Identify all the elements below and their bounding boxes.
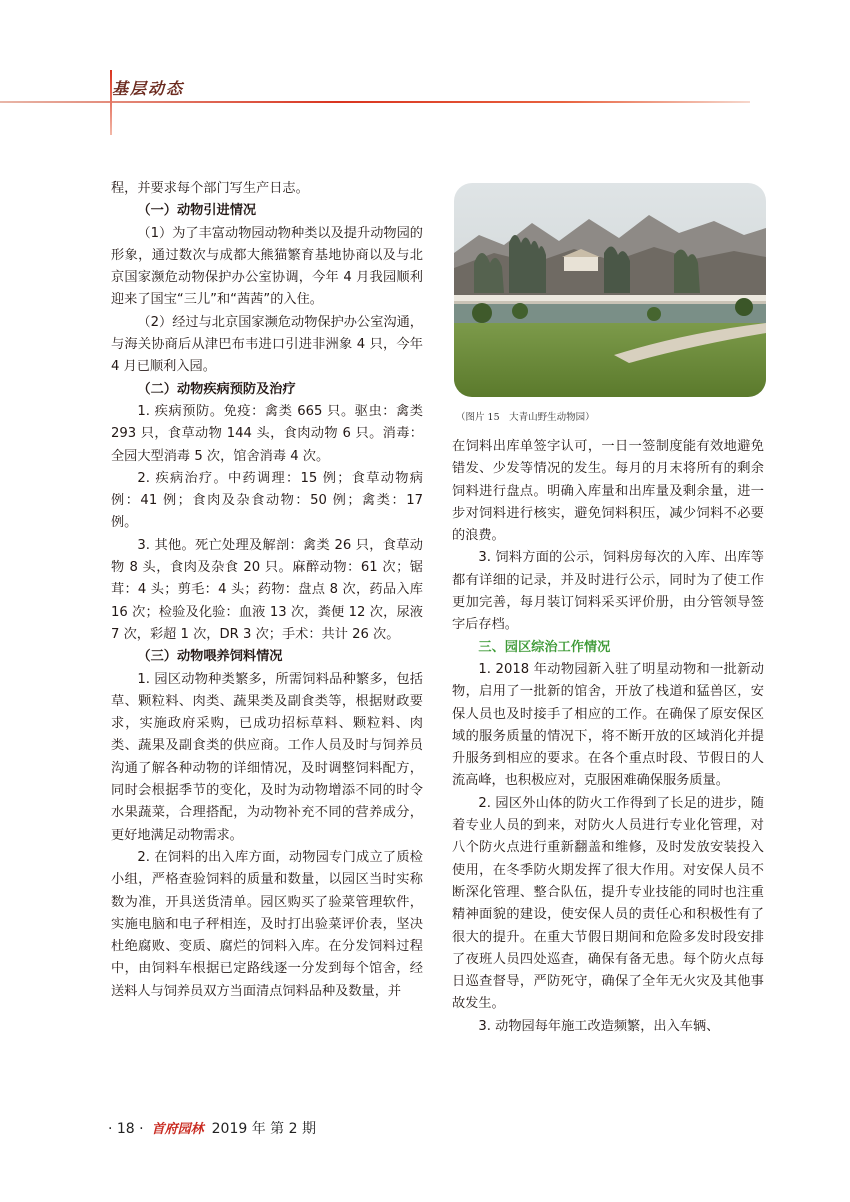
paragraph: 1. 园区动物种类繁多，所需饲料品种繁多，包括草、颗粒料、肉类、蔬果类及副食类等，根据财政要求，实施政府采购，已成功招标草料、颗粒料、肉类、蔬果及副食类的供应商。工作人员及时与饲养员沟通了解各种动物的详细情况，及时调整饲料配方，同时会根据季节的变化，及时为动物增添不同的时令水果蔬菜，合理搭配，为动物补充不同的营养成分，更好地满足动物需求。 [111,671,423,843]
paragraph: 2. 疾病治疗。中药调理：15 例；食草动物病例：41 例；食肉及杂食动物：50 例；禽类：17 例。 [111,470,423,531]
section-heading: （三）动物喂养饲料情况 [137,649,283,665]
section-heading: 三、园区综治工作情况 [478,639,611,655]
paragraph: 在饲料出库单签字认可，一日一签制度能有效地避免错发、少发等情况的发生。每月的月末将所有的剩余饲料进行盘点。明确入库量和出库量及剩余量，进一步对饲料进行核实，避免饲料积压，减少饲料不必要的浪费。 [452,439,764,544]
paragraph: 2. 园区外山体的防火工作得到了长足的进步，随着专业人员的到来，对防火人员进行专业化管理，对八个防火点进行重新翻盖和维修，及时发放安装投入使用，在冬季防火期发挥了很大作用。对安保人员不断深化管理、整合队伍，提升专业技能的同时也注重精神面貌的建设，使安保人员的责任心和积极性有了很大的提升。在重大节假日期间和危险多发时段安排了夜班人员四处巡查，确保有备无患。每个防火点每日巡查督导，严防死守，确保了全年无火灾及其他事故发生。 [452,795,764,1012]
paragraph: 3. 饲料方面的公示，饲料房每次的入库、出库等都有详细的记录，并及时进行公示，同时为了使工作更加完善，每月装订饲料采买评价册，由分管领导签字后存档。 [452,550,764,633]
section-heading: （一）动物引进情况 [137,203,257,219]
paragraph: 3. 其他。死亡处理及解剖：禽类 26 只，食草动物 8 头，食肉及杂食 20 只。麻醉动物：61 次；锯茸：4 头；剪毛：4 头；药物：盘点 8 次，药品入库 16 次；检验及化验：血液 13 次，粪便 12 次，尿液 7 次，彩超 1 次，DR 3 次；手术：共计 26 次。 [111,537,423,642]
header-rule [0,101,750,103]
park-photo [454,183,766,397]
paragraph: 程，并要求每个部门写生产日志。 [111,181,309,196]
paragraph: 3. 动物园每年施工改造频繁，出入车辆、 [478,1018,720,1034]
journal-name: 首府园林 [151,1122,204,1137]
paragraph: 1. 2018 年动物园新入驻了明星动物和一批新动物，启用了一批新的馆舍，开放了栈道和猛兽区，安保人员也及时接手了相应的工作。在确保了原安保区域的服务质量的情况下，将不断开放的区域消化并提升服务到相应的要求。在各个重点时段、节假日的人流高峰，也积极应对，克服困难确保服务质量。 [452,661,764,789]
page-footer [108,1118,316,1138]
section-title: 基层动态 [112,79,185,98]
right-text-column [452,436,764,1038]
paragraph: （2）经过与北京国家濒危动物保护办公室沟通，与海关协商后从津巴布韦进口引进非洲象 4 只，今年 4 月已顺利入园。 [111,314,423,375]
header-vertical-rule [110,70,112,135]
figure-caption: （图片 15 大青山野生动物园） [456,412,595,423]
section-heading: （二）动物疾病预防及治疗 [137,381,296,397]
page-number: · 18 · [108,1121,144,1137]
issue-label: 2019 年 第 2 期 [211,1121,316,1137]
left-text-column [111,178,423,1003]
paragraph: （1）为了丰富动物园动物种类以及提升动物园的形象，通过数次与成都大熊猫繁育基地协商以及与北京国家濒危动物保护办公室协调，今年 4 月我园顺利迎来了国宝“三儿”和“茜茜”的入住。 [111,225,423,308]
paragraph: 2. 在饲料的出入库方面，动物园专门成立了质检小组，严格查验饲料的质量和数量，以园区当时实称数为准，开具送货清单。园区购买了验菜管理软件，实施电脑和电子秤相连，及时打出验菜评价表，坚决杜绝腐败、变质、腐烂的饲料入库。在分发饲料过程中，由饲料车根据已定路线逐一分发到每个馆舍，经送料人与饲养员双方当面清点饲料品种及数量，并 [111,849,423,999]
paragraph: 1. 疾病预防。免疫：禽类 665 只。驱虫：禽类 293 只，食草动物 144 头，食肉动物 6 只。消毒：全园大型消毒 5 次，馆舍消毒 4 次。 [111,403,423,464]
